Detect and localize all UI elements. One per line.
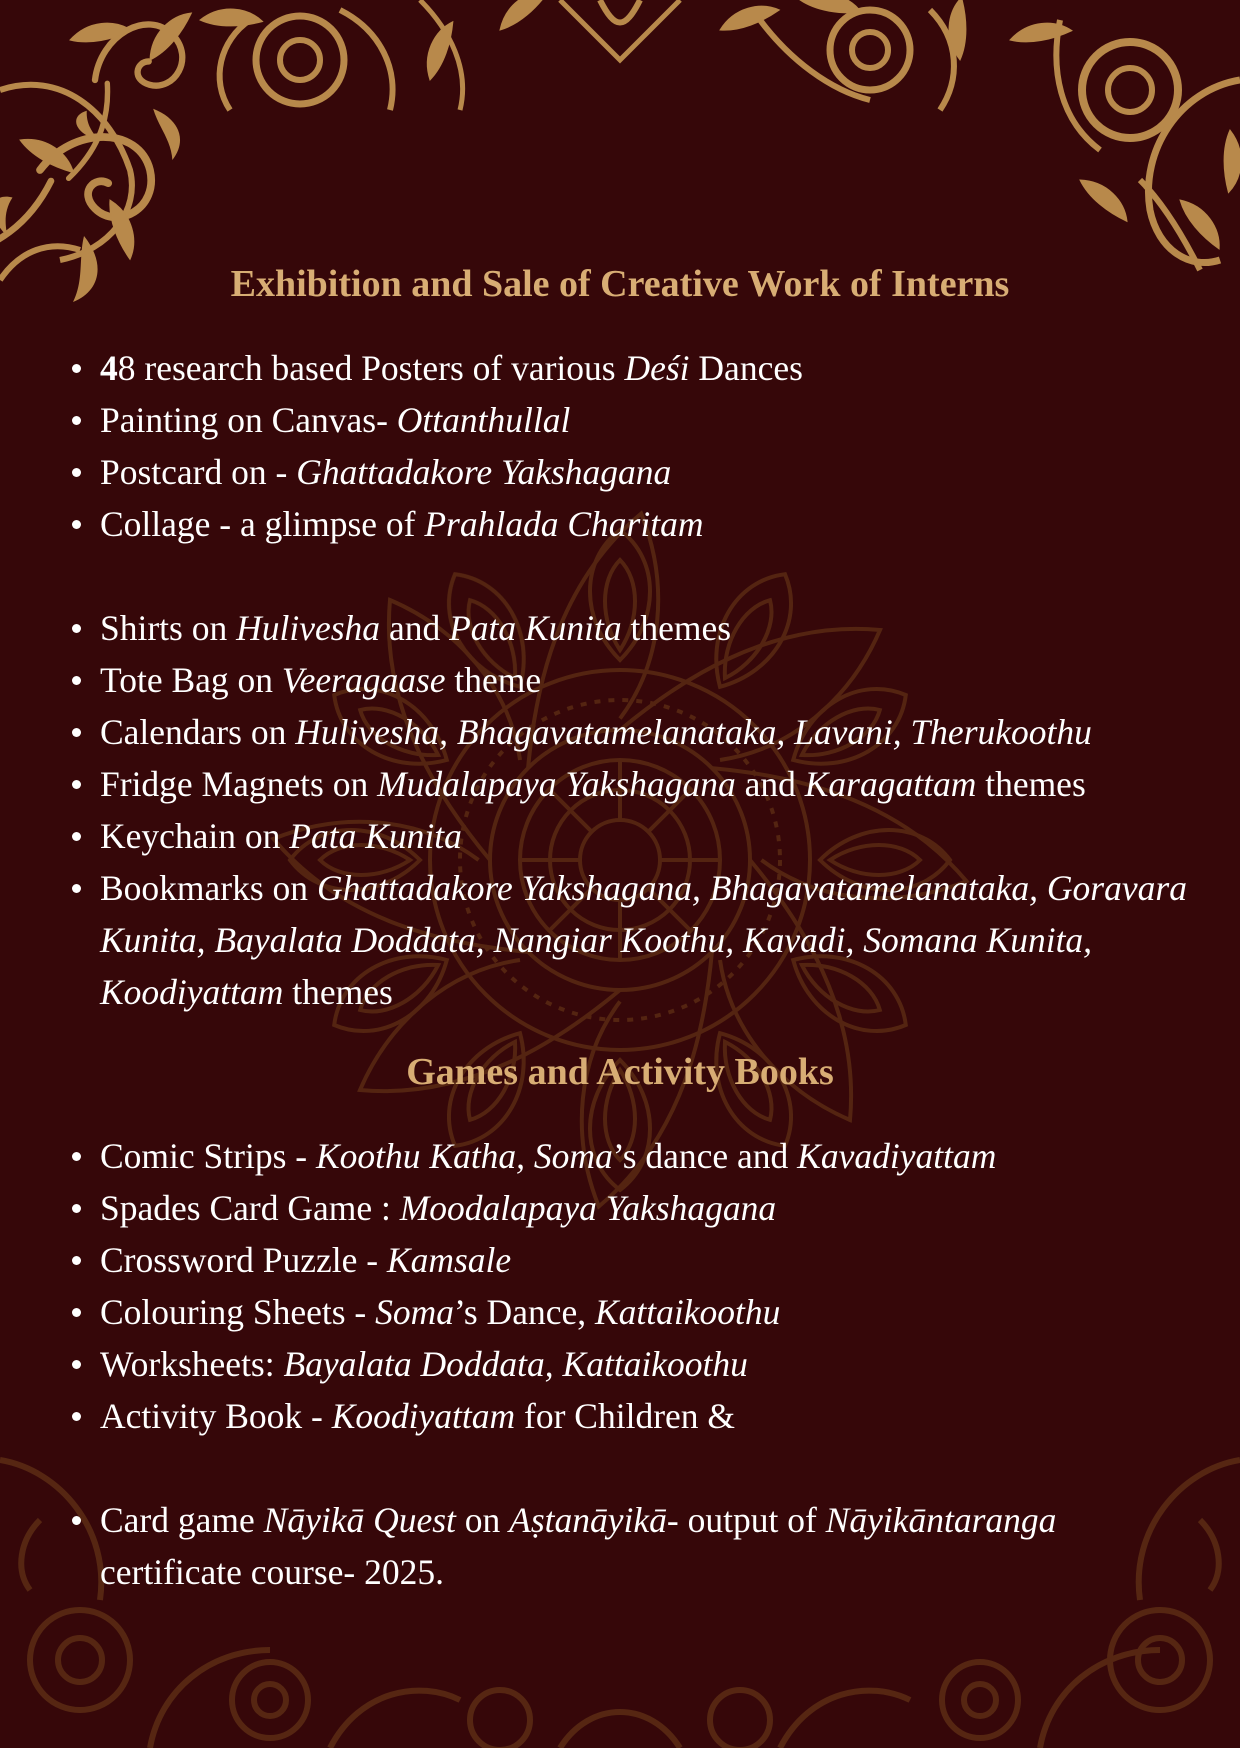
italic-term: Kattaikoothu — [594, 1292, 781, 1332]
list-text: Card game — [100, 1500, 264, 1540]
list-item — [100, 342, 1190, 394]
list-text: Painting on Canvas- — [100, 400, 397, 440]
list-text: Spades Card Game : — [100, 1188, 400, 1228]
italic-term: Soma — [375, 1292, 454, 1332]
exhibition-list-2 — [0, 602, 1190, 1018]
list-item — [100, 758, 1190, 810]
card-game-list — [0, 1494, 1190, 1598]
italic-term: Nāyikāntaranga — [825, 1500, 1057, 1540]
italic-term: Koothu Katha, Soma — [315, 1136, 613, 1176]
italic-term: Kamsale — [386, 1240, 512, 1280]
list-text: Comic Strips - — [100, 1136, 316, 1176]
list-text: themes — [976, 764, 1086, 804]
list-text: and — [735, 764, 805, 804]
list-item — [100, 654, 1190, 706]
list-text: Activity Book - — [100, 1396, 332, 1436]
list-text: certificate course- 2025. — [100, 1552, 444, 1592]
list-text: themes — [621, 608, 732, 648]
exhibition-heading: Exhibition and Sale of Creative Work of Interns — [230, 263, 1010, 305]
list-text: and — [380, 608, 450, 648]
list-item — [100, 394, 1190, 446]
italic-term: Ghattadakore Yakshagana — [296, 452, 672, 492]
italic-term: Prahlada Charitam — [424, 504, 704, 544]
italic-term: Bayalata Doddata, Kattaikoothu — [283, 1344, 748, 1384]
italic-term: Ottanthullal — [396, 400, 571, 440]
italic-term: Hulivesha — [236, 608, 381, 648]
italic-term: Moodalapaya Yakshagana — [399, 1188, 777, 1228]
list-item — [100, 1182, 1190, 1234]
list-item — [100, 862, 1190, 1018]
list-text: Tote Bag on — [100, 660, 282, 700]
list-text: 4 — [100, 348, 118, 388]
list-text: Crossword Puzzle - — [100, 1240, 387, 1280]
list-text: Keychain on — [100, 816, 290, 856]
list-item — [100, 1390, 1190, 1442]
list-text: Colouring Sheets - — [100, 1292, 376, 1332]
list-text: themes — [283, 972, 393, 1012]
italic-term: Pata Kunita — [289, 816, 462, 856]
list-item — [100, 1338, 1190, 1390]
list-text: Shirts on — [100, 608, 237, 648]
list-text: Worksheets: — [100, 1344, 284, 1384]
games-heading: Games and Activity Books — [406, 1051, 834, 1093]
list-text: theme — [445, 660, 542, 700]
list-text: ’s dance and — [612, 1136, 798, 1176]
list-text: for Children & — [515, 1396, 736, 1436]
italic-term: Aṣtanāyikā — [509, 1500, 667, 1540]
list-item — [100, 602, 1190, 654]
italic-term: Veeragaase — [281, 660, 446, 700]
list-item — [100, 498, 1190, 550]
italic-term: Ghattadakore Yakshagana, Bhagavatamelanataka, Goravara Kunita, Bayalata Doddata, Nangiar Koothu, Kavadi, Somana Kunita, Koodiyattam — [100, 868, 1187, 1012]
list-item — [100, 706, 1190, 758]
italic-term: Hulivesha, Bhagavatamelanataka, Lavani, Therukoothu — [295, 712, 1092, 752]
list-text: Calendars on — [100, 712, 296, 752]
italic-term: Koodiyattam — [331, 1396, 516, 1436]
italic-term: Nāyikā Quest — [263, 1500, 456, 1540]
list-text: ’s Dance, — [454, 1292, 595, 1332]
italic-term: Kavadiyattam — [797, 1136, 997, 1176]
list-text: Postcard on - — [100, 452, 297, 492]
list-item — [100, 1130, 1190, 1182]
exhibition-list-1 — [0, 342, 1190, 550]
italic-term: Karagattam — [804, 764, 977, 804]
list-item — [100, 1234, 1190, 1286]
list-item — [100, 810, 1190, 862]
italic-term: Pata Kunita — [449, 608, 622, 648]
list-text: 8 research based Posters of various — [117, 348, 625, 388]
games-list — [0, 1130, 1190, 1442]
list-item — [100, 1286, 1190, 1338]
italic-term: Mudalapaya Yakshagana — [377, 764, 736, 804]
list-text: Bookmarks on — [100, 868, 317, 908]
list-item — [100, 446, 1190, 498]
list-text: Collage - a glimpse of — [100, 504, 425, 544]
list-item — [100, 1494, 1190, 1598]
list-text: on — [455, 1500, 510, 1540]
top-ornament — [0, 0, 1240, 302]
list-text: - output of — [666, 1500, 826, 1540]
italic-term: Deśi — [624, 348, 690, 388]
list-text: Dances — [689, 348, 803, 388]
list-text: Fridge Magnets on — [100, 764, 378, 804]
